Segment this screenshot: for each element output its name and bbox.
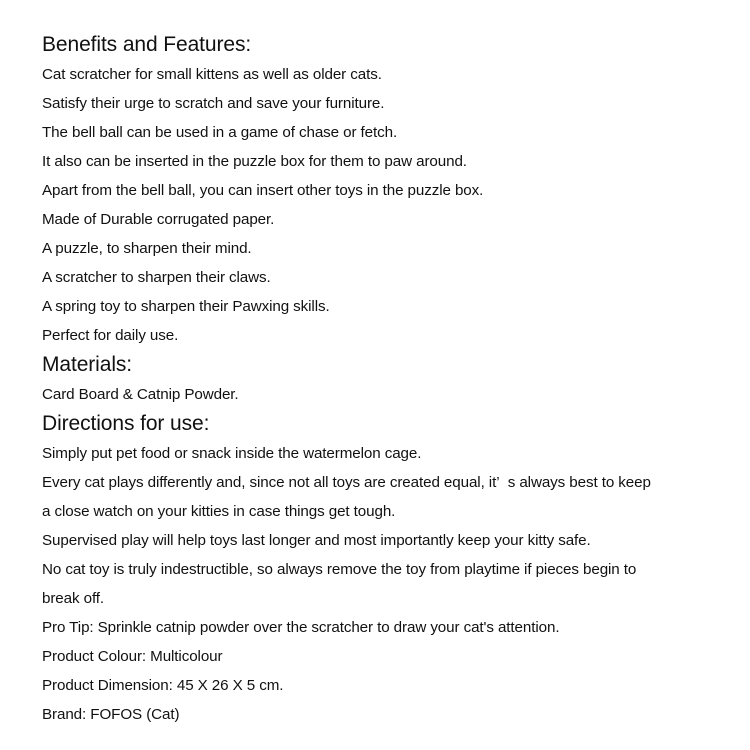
direction-item: Pro Tip: Sprinkle catnip powder over the scratcher to draw your cat's attention. bbox=[42, 619, 560, 636]
direction-item: Every cat plays differently and, since not all toys are created equal, it’ s always best to keep bbox=[42, 474, 651, 491]
materials-section bbox=[42, 350, 712, 409]
product-dimension: Product Dimension: 45 X 26 X 5 cm. bbox=[42, 677, 284, 694]
benefit-item: Apart from the bell ball, you can insert other toys in the puzzle box. bbox=[42, 182, 484, 199]
product-brand: Brand: FOFOS (Cat) bbox=[42, 706, 180, 723]
benefit-item: A scratcher to sharpen their claws. bbox=[42, 269, 271, 286]
benefit-item: A puzzle, to sharpen their mind. bbox=[42, 240, 252, 257]
benefit-item: Perfect for daily use. bbox=[42, 327, 179, 344]
benefits-section bbox=[42, 30, 712, 350]
direction-item: a close watch on your kitties in case things get tough. bbox=[42, 503, 396, 520]
directions-section bbox=[42, 409, 712, 729]
direction-item: Simply put pet food or snack inside the watermelon cage. bbox=[42, 445, 422, 462]
product-description bbox=[42, 30, 712, 729]
direction-item: No cat toy is truly indestructible, so always remove the toy from playtime if pieces begin to bbox=[42, 561, 637, 578]
direction-item: break off. bbox=[42, 590, 105, 607]
material-item: Card Board & Catnip Powder. bbox=[42, 386, 239, 403]
directions-list bbox=[42, 439, 712, 729]
materials-heading: Materials: bbox=[42, 353, 133, 376]
benefits-heading: Benefits and Features: bbox=[42, 33, 252, 56]
benefit-item: It also can be inserted in the puzzle box for them to paw around. bbox=[42, 153, 467, 170]
benefits-list bbox=[42, 60, 712, 350]
benefit-item: Cat scratcher for small kittens as well as older cats. bbox=[42, 66, 382, 83]
product-colour: Product Colour: Multicolour bbox=[42, 648, 223, 665]
benefit-item: The bell ball can be used in a game of chase or fetch. bbox=[42, 124, 398, 141]
benefit-item: Made of Durable corrugated paper. bbox=[42, 211, 275, 228]
directions-heading: Directions for use: bbox=[42, 412, 210, 435]
direction-item: Supervised play will help toys last longer and most importantly keep your kitty safe. bbox=[42, 532, 591, 549]
benefit-item: A spring toy to sharpen their Pawxing skills. bbox=[42, 298, 330, 315]
benefit-item: Satisfy their urge to scratch and save your furniture. bbox=[42, 95, 385, 112]
materials-list bbox=[42, 380, 712, 409]
